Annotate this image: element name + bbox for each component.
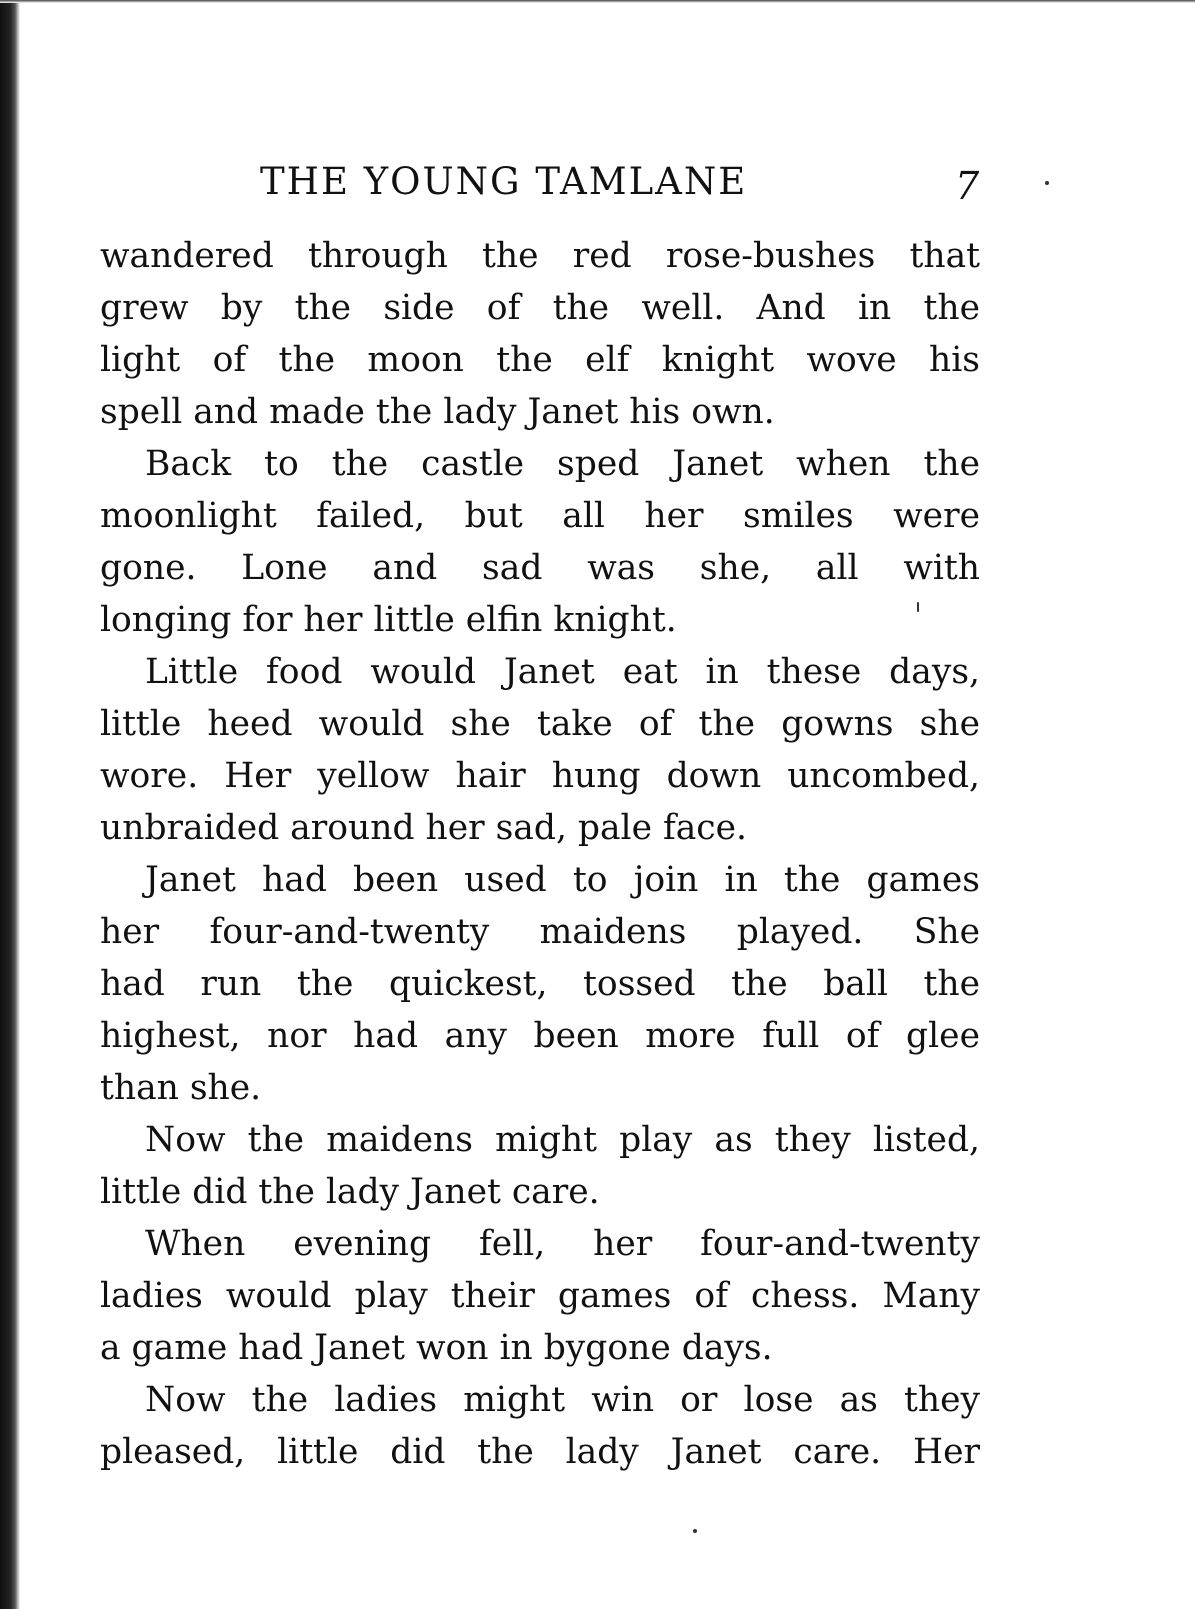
text-line: grew by the side of the well. And in the [100,288,980,328]
text-line: Back to the castle sped Janet when the [145,444,980,484]
paragraph-3 [100,646,980,854]
scan-speck [1045,181,1049,185]
running-title: THE YOUNG TAMLANE [260,160,748,203]
text-line: a game had Janet won in bygone days. [100,1328,773,1368]
text-line: ladies would play their games of chess. Many [100,1276,980,1316]
paragraph-2 [100,438,980,646]
text-line: little did the lady Janet care. [100,1172,600,1212]
running-header [100,160,1000,220]
text-line: little heed would she take of the gowns she [100,704,980,744]
text-line: highest, nor had any been more full of glee [100,1016,980,1056]
text-line: Now the ladies might win or lose as they [145,1380,980,1420]
text-line: Now the maidens might play as they listed, [145,1120,980,1160]
text-line: unbraided around her sad, pale face. [100,808,747,848]
paragraph-1 [100,230,980,438]
text-line: than she. [100,1068,262,1108]
binding-shadow [0,0,20,1609]
paragraph-4 [100,854,980,1114]
text-line: moonlight failed, but all her smiles were [100,496,980,536]
text-line: When evening fell, her four-and-twenty [145,1224,980,1264]
scan-speck [693,1529,697,1533]
text-line: Little food would Janet eat in these days, [145,652,980,692]
body-text [100,230,980,1478]
page-number: 7 [955,164,980,208]
top-edge-shadow [0,0,1195,3]
text-line: wore. Her yellow hair hung down uncombed, [100,756,980,796]
text-line: spell and made the lady Janet his own. [100,392,775,432]
text-line: wandered through the red rose-bushes that [100,236,980,276]
text-line: gone. Lone and sad was she, all with [100,548,980,588]
paragraph-7 [100,1374,980,1478]
paragraph-5 [100,1114,980,1218]
paragraph-6 [100,1218,980,1374]
text-line: Janet had been used to join in the games [145,860,980,900]
scan-speck [917,602,919,612]
text-line: longing for her little elfin knight. [100,600,677,640]
text-line: pleased, little did the lady Janet care. Her [100,1432,980,1472]
text-line: light of the moon the elf knight wove his [100,340,980,380]
text-line: her four-and-twenty maidens played. She [100,912,980,952]
text-line: had run the quickest, tossed the ball the [100,964,980,1004]
